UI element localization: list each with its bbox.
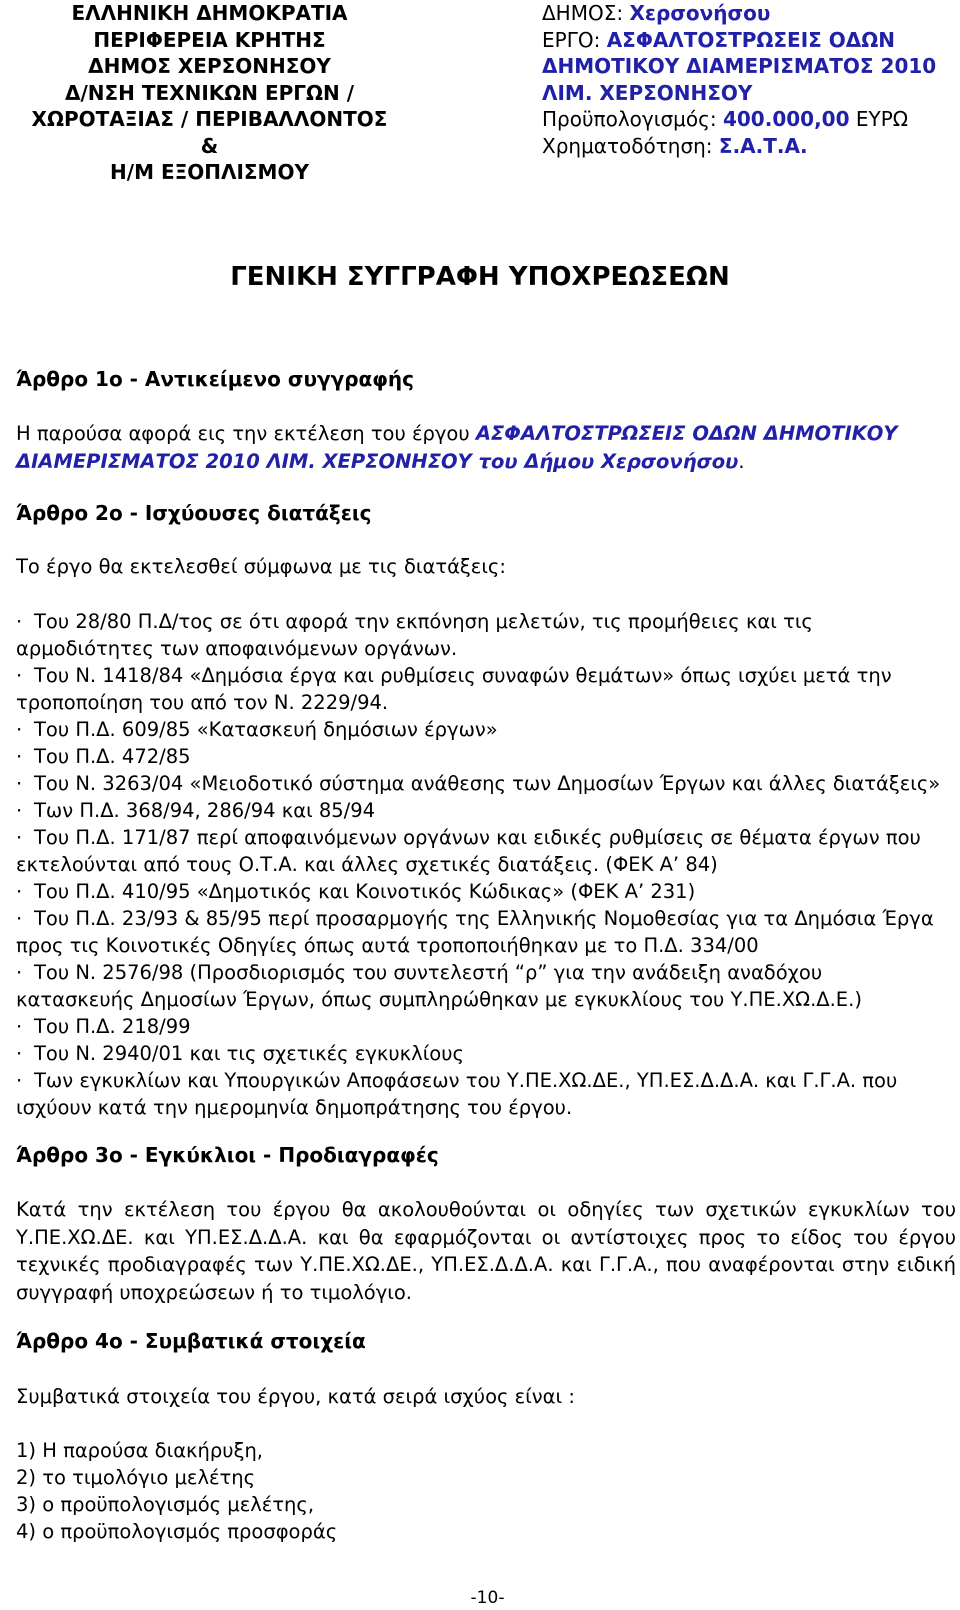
- bullet: ·: [16, 880, 23, 903]
- list-item: [16, 1067, 897, 1094]
- project-info-block: [542, 0, 960, 159]
- article-4-heading: Άρθρο 4ο - Συμβατικά στοιχεία: [16, 1329, 366, 1353]
- list-item: [16, 797, 375, 824]
- list-item-text: Του 28/80 Π.Δ/τος σε ότι αφορά την εκπόνηση μελετών, τις προμήθειες και τις: [34, 610, 813, 633]
- budget-currency: ΕΥΡΩ: [849, 107, 909, 131]
- article-1-text-end: .: [738, 449, 745, 473]
- list-item-text: Του Π.Δ. 609/85 «Κατασκευή δημόσιων έργων»: [34, 718, 498, 741]
- project-label: ΕΡΓΟ:: [542, 27, 607, 52]
- bullet: ·: [16, 745, 23, 768]
- budget-row: [542, 106, 960, 133]
- list-item: [16, 1013, 191, 1040]
- list-item-continuation: κατασκευής Δημοσίων Έργων, όπως συμπληρώθηκαν με εγκυκλίους του Υ.ΠΕ.ΧΩ.Δ.Ε.): [16, 988, 862, 1011]
- bullet: ·: [16, 664, 23, 687]
- article-3-text: Κατά την εκτέλεση του έργου θα ακολουθούνται οι οδηγίες των σχετικών εγκυκλίων του Υ.ΠΕ.ΧΩ.ΔΕ. και ΥΠ.ΕΣ.Δ.Δ.Α. και θα εφαρμόζονται οι αντίστοιχες προς το είδος του έργου τεχνικές προδιαγραφές των Υ.ΠΕ.ΧΩ.ΔΕ., ΥΠ.ΕΣ.Δ.Δ.Α. και Γ.Γ.Α., που αναφέρονται στην ειδική συγγραφή υποχρεώσεων ή το τιμολόγιο.: [16, 1198, 956, 1304]
- project-title-line: ΔΗΜΟΤΙΚΟΥ ΔΙΑΜΕΡΙΣΜΑΤΟΣ 2010: [542, 54, 937, 78]
- issuer-line: ΧΩΡΟΤΑΞΙΑΣ / ΠΕΡΙΒΑΛΛΟΝΤΟΣ &: [31, 107, 388, 158]
- list-item: 2) το τιμολόγιο μελέτης: [16, 1466, 256, 1489]
- list-item-continuation: τροποποίηση του από τον Ν. 2229/94.: [16, 691, 389, 714]
- issuer-line: ΔΗΜΟΣ ΧΕΡΣΟΝΗΣΟΥ: [88, 54, 331, 78]
- list-item: [16, 608, 813, 635]
- document-title: ΓΕΝΙΚΗ ΣΥΓΓΡΑΦΗ ΥΠΟΧΡΕΩΣΕΩΝ: [230, 262, 730, 292]
- bullet: ·: [16, 1069, 23, 1092]
- list-item: [16, 824, 921, 851]
- budget-value: 400.000,00: [722, 107, 850, 131]
- list-item: [16, 662, 892, 689]
- issuer-line: Η/Μ ΕΞΟΠΛΙΣΜΟΥ: [110, 160, 309, 184]
- issuer-line: ΕΛΛΗΝΙΚΗ ΔΗΜΟΚΡΑΤΙΑ: [71, 1, 348, 25]
- project-row: [542, 27, 960, 54]
- list-item-text: Του Ν. 1418/84 «Δημόσια έργα και ρυθμίσεις συναφών θεμάτων» όπως ισχύει μετά την: [34, 664, 892, 687]
- issuer-line: Δ/ΝΣΗ ΤΕΧΝΙΚΩΝ ΕΡΓΩΝ /: [64, 80, 355, 105]
- list-item-text: Του Π.Δ. 218/99: [34, 1015, 191, 1038]
- article-2-intro: Το έργο θα εκτελεσθεί σύμφωνα με τις διατάξεις:: [16, 555, 506, 578]
- project-title-line: ΑΣΦΑΛΤΟΣΤΡΩΣΕΙΣ ΟΔΩΝ: [606, 27, 896, 52]
- list-item-text: Του Ν. 2576/98 (Προσδιορισμός του συντελεστή “ρ” για την ανάδειξη αναδόχου: [34, 961, 823, 984]
- bullet: ·: [16, 718, 23, 741]
- list-item-continuation: αρμοδιότητες των αποφαινόμενων οργάνων.: [16, 637, 458, 660]
- article-1-text: [16, 420, 946, 475]
- bullet: ·: [16, 1015, 23, 1038]
- list-item-continuation: εκτελούνται από τους Ο.Τ.Α. και άλλες σχετικές διατάξεις. (ΦΕΚ Α’ 84): [16, 853, 718, 876]
- list-item-continuation: ισχύουν κατά την ημερομηνία δημοπράτησης του έργου.: [16, 1096, 573, 1119]
- bullet: ·: [16, 826, 23, 849]
- project-title-line: ΛΙΜ. ΧΕΡΣΟΝΗΣΟΥ: [542, 80, 753, 105]
- list-item: [16, 959, 822, 986]
- issuer-line: ΠΕΡΙΦΕΡΕΙΑ ΚΡΗΤΗΣ: [93, 27, 326, 52]
- list-item: 1) Η παρούσα διακήρυξη,: [16, 1439, 263, 1462]
- page-number: -10-: [470, 1588, 505, 1608]
- list-item: 3) ο προϋπολογισμός μελέτης,: [16, 1493, 315, 1516]
- issuer-block: [22, 0, 397, 186]
- list-item-text: Του Ν. 3263/04 «Μειοδοτικό σύστημα ανάθεσης των Δημοσίων Έργων και άλλες διατάξεις»: [34, 772, 941, 795]
- list-item: [16, 770, 940, 797]
- article-4-intro: Συμβατικά στοιχεία του έργου, κατά σειρά ισχύος είναι :: [16, 1385, 575, 1408]
- list-item: [16, 878, 695, 905]
- funding-label: Χρηματοδότηση:: [542, 133, 719, 158]
- municipality-value: Χερσονήσου: [629, 1, 771, 25]
- bullet: ·: [16, 1042, 23, 1065]
- list-item: [16, 905, 934, 932]
- bullet: ·: [16, 907, 23, 930]
- bullet: ·: [16, 610, 23, 633]
- article-2-heading: Άρθρο 2ο - Ισχύουσες διατάξεις: [16, 501, 372, 525]
- list-item-text: Του Ν. 2940/01 και τις σχετικές εγκυκλίους: [34, 1042, 464, 1065]
- article-3-heading: Άρθρο 3ο - Εγκύκλιοι - Προδιαγραφές: [16, 1143, 439, 1167]
- bullet: ·: [16, 961, 23, 984]
- article-1-text-start: Η παρούσα αφορά εις την εκτέλεση του έργου: [16, 422, 476, 445]
- list-item-text: Των Π.Δ. 368/94, 286/94 και 85/94: [34, 799, 376, 822]
- list-item-text: Των εγκυκλίων και Υπουργικών Αποφάσεων του Υ.ΠΕ.ΧΩ.ΔΕ., ΥΠ.ΕΣ.Δ.Δ.Α. και Γ.Γ.Α. που: [34, 1069, 898, 1092]
- list-item-text: Του Π.Δ. 171/87 περί αποφαινόμενων οργάνων και ειδικές ρυθμίσεις σε θέματα έργων που: [34, 826, 921, 849]
- list-item-text: Του Π.Δ. 410/95 «Δημοτικός και Κοινοτικός Κώδικας» (ΦΕΚ Α’ 231): [34, 880, 696, 903]
- list-item: [16, 1040, 464, 1067]
- list-item-text: Του Π.Δ. 472/85: [34, 745, 191, 768]
- bullet: ·: [16, 772, 23, 795]
- funding-row: [542, 133, 960, 160]
- municipality-label: ΔΗΜΟΣ:: [542, 1, 630, 25]
- list-item-text: Του Π.Δ. 23/93 & 85/95 περί προσαρμογής της Ελληνικής Νομοθεσίας για τα Δημόσια Έργα: [34, 907, 934, 930]
- bullet: ·: [16, 799, 23, 822]
- project-name-emphasis: ΑΣΦΑΛΤΟΣΤΡΩΣΕΙΣ ΟΔΩΝ ΔΗΜΟΤΙΚΟΥ ΔΙΑΜΕΡΙΣΜΑΤΟΣ 2010 ΛΙΜ. ΧΕΡΣΟΝΗΣΟΥ του Δήμου Χερσονήσου: [16, 422, 898, 473]
- budget-label: Προϋπολογισμός:: [542, 107, 723, 131]
- list-item: [16, 716, 498, 743]
- municipality-row: [542, 0, 960, 27]
- article-1-heading: Άρθρο 1ο - Αντικείμενο συγγραφής: [16, 367, 414, 391]
- funding-value: Σ.Α.Τ.Α.: [718, 133, 808, 158]
- list-item-continuation: προς τις Κοινοτικές Οδηγίες όπως αυτά τροποποιήθηκαν με το Π.Δ. 334/00: [16, 934, 759, 957]
- list-item: 4) ο προϋπολογισμός προσφοράς: [16, 1520, 338, 1543]
- list-item: [16, 743, 191, 770]
